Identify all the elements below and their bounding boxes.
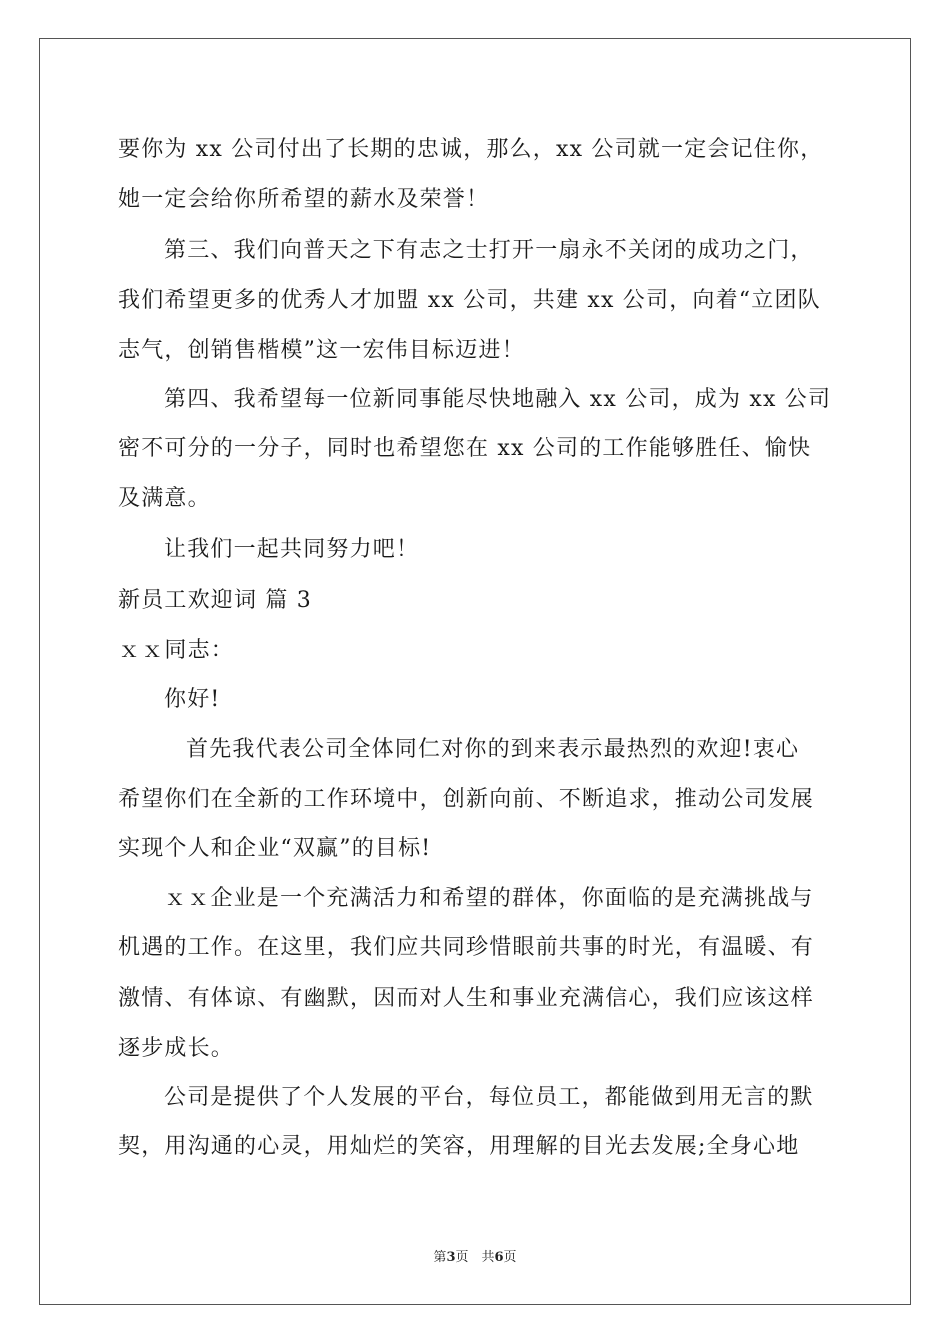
text-line: 她一定会给你所希望的薪水及荣誉！ — [118, 187, 490, 212]
text-line: 第三、我们向普天之下有志之士打开一扇永不关闭的成功之门， — [164, 238, 814, 263]
page-label-prefix: 第 — [433, 1250, 447, 1265]
text-line: 希望你们在全新的工作环境中，创新向前、不断追求，推动公司发展 — [118, 787, 815, 812]
total-page-number: 6 — [494, 1250, 504, 1265]
text-line: 机遇的工作。在这里，我们应共同珍惜眼前共事的时光，有温暖、有 — [118, 935, 815, 960]
text-line: 逐步成长。 — [118, 1036, 235, 1061]
greeting: 你好! — [164, 687, 221, 712]
text-line: 激情、有体谅、有幽默，因而对人生和事业充满信心，我们应该这样 — [118, 986, 815, 1011]
text-line: 第四、我希望每一位新同事能尽快地融入 xx 公司，成为 xx 公司 — [164, 387, 832, 412]
text-line: 首先我代表公司全体同仁对你的到来表示最热烈的欢迎!衷心 — [186, 737, 800, 762]
page-footer — [0, 1246, 950, 1265]
text-line: 契，用沟通的心灵，用灿烂的笑容，用理解的目光去发展;全身心地 — [118, 1134, 800, 1159]
text-line: 密不可分的一分子，同时也希望您在 xx 公司的工作能够胜任、愉快 — [118, 436, 812, 461]
text-line: 让我们一起共同努力吧！ — [164, 537, 420, 562]
page-label-mid: 页 共 — [455, 1250, 495, 1265]
salutation: ｘｘ同志： — [118, 638, 235, 663]
text-line: 要你为 xx 公司付出了长期的忠诚，那么，xx 公司就一定会记住你， — [118, 137, 824, 162]
text-line: 志气，创销售楷模”这一宏伟目标迈进！ — [118, 338, 525, 363]
text-line: 我们希望更多的优秀人才加盟 xx 公司，共建 xx 公司，向着“立团队 — [118, 288, 821, 313]
section-heading: 新员工欢迎词 篇 3 — [118, 588, 312, 613]
text-line: 公司是提供了个人发展的平台，每位员工，都能做到用无言的默 — [164, 1085, 814, 1110]
text-line: 及满意。 — [118, 486, 211, 511]
text-line: 实现个人和企业“双赢”的目标! — [118, 836, 432, 861]
page-label-suffix: 页 — [503, 1250, 517, 1265]
text-line: ｘｘ企业是一个充满活力和希望的群体，你面临的是充满挑战与 — [164, 886, 814, 911]
current-page-number: 3 — [446, 1250, 456, 1265]
page-border — [39, 38, 911, 1305]
